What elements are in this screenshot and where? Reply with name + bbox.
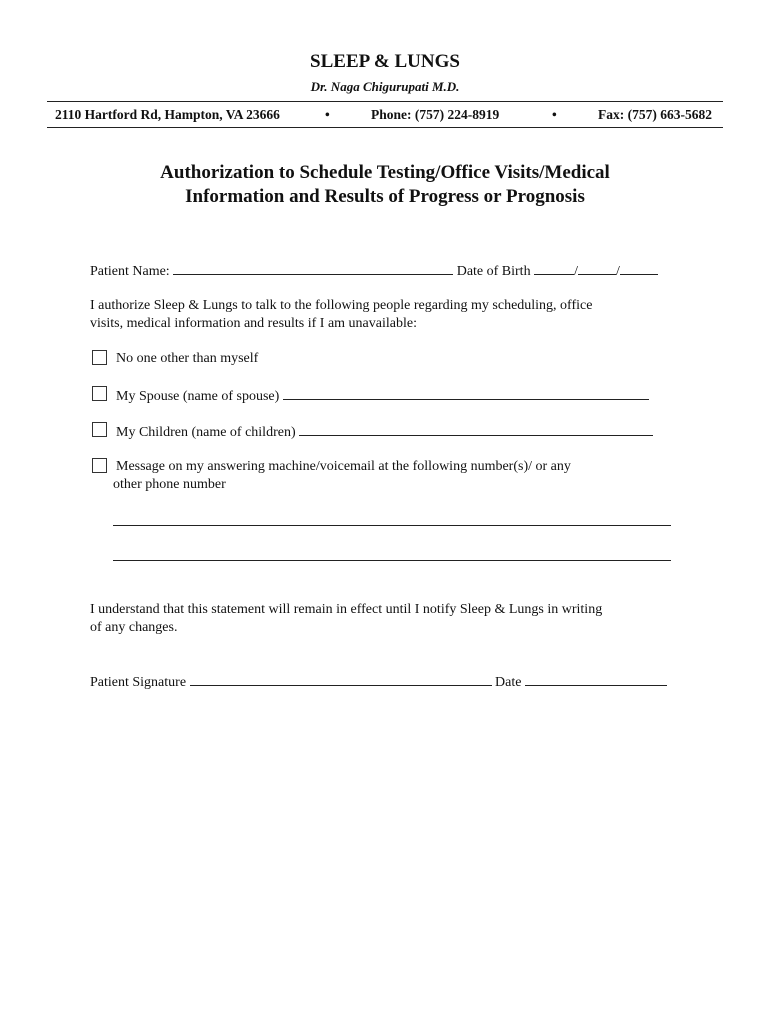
doctor-name: Dr. Naga Chigurupati M.D.	[310, 79, 460, 94]
patient-info-row	[90, 261, 658, 281]
signature-field[interactable]	[190, 672, 492, 686]
spouse-checkbox[interactable]	[92, 386, 107, 401]
children-label: My Children (name of children)	[116, 425, 296, 440]
statement-line-2: of any changes.	[90, 620, 178, 635]
form-title-line-1: Authorization to Schedule Testing/Office Visits/Medical	[160, 162, 610, 183]
dob-separator: /	[574, 264, 578, 279]
dob-day-field[interactable]	[578, 261, 616, 275]
bullet-separator: •	[552, 107, 557, 122]
form-title	[0, 161, 770, 209]
signature-row	[90, 672, 667, 692]
phone-number-line-1[interactable]	[113, 525, 671, 526]
form-title-line-2: Information and Results of Progress or Prognosis	[185, 186, 585, 207]
children-name-field[interactable]	[299, 422, 653, 436]
spouse-label: My Spouse (name of spouse)	[116, 389, 280, 404]
spouse-option	[116, 386, 649, 406]
dob-separator: /	[615, 264, 620, 279]
patient-name-label: Patient Name:	[90, 264, 170, 279]
children-checkbox[interactable]	[92, 422, 107, 437]
bullet-separator: •	[325, 107, 330, 122]
signature-date-field[interactable]	[525, 672, 667, 686]
message-label-line-2: other phone number	[113, 477, 226, 492]
clinic-address: 2110 Hartford Rd, Hampton, VA 23666	[55, 107, 280, 122]
phone-number-line-2[interactable]	[113, 560, 671, 561]
statement-line-1: I understand that this statement will remain in effect until I notify Sleep & Lungs in writing	[90, 602, 603, 617]
children-option	[116, 422, 653, 442]
dob-month-field[interactable]	[534, 261, 574, 275]
spouse-name-field[interactable]	[283, 386, 649, 400]
no-one-checkbox[interactable]	[92, 350, 107, 365]
header-rule-top	[47, 101, 723, 102]
authorize-line-1: I authorize Sleep & Lungs to talk to the following people regarding my scheduling, office	[90, 298, 593, 313]
patient-name-field[interactable]	[173, 261, 453, 275]
signature-date-label: Date	[495, 675, 522, 690]
clinic-name: SLEEP & LUNGS	[310, 51, 460, 72]
header-rule-bottom	[47, 127, 723, 128]
clinic-phone: Phone: (757) 224-8919	[371, 107, 500, 122]
message-checkbox[interactable]	[92, 458, 107, 473]
no-one-label: No one other than myself	[116, 351, 259, 366]
dob-year-field[interactable]	[620, 261, 658, 275]
signature-label: Patient Signature	[90, 675, 187, 690]
authorize-line-2: visits, medical information and results if I am unavailable:	[90, 316, 417, 331]
clinic-fax: Fax: (757) 663-5682	[598, 107, 712, 122]
dob-label: Date of Birth	[456, 264, 531, 279]
message-label-line-1: Message on my answering machine/voicemail at the following number(s)/ or any	[116, 459, 571, 474]
